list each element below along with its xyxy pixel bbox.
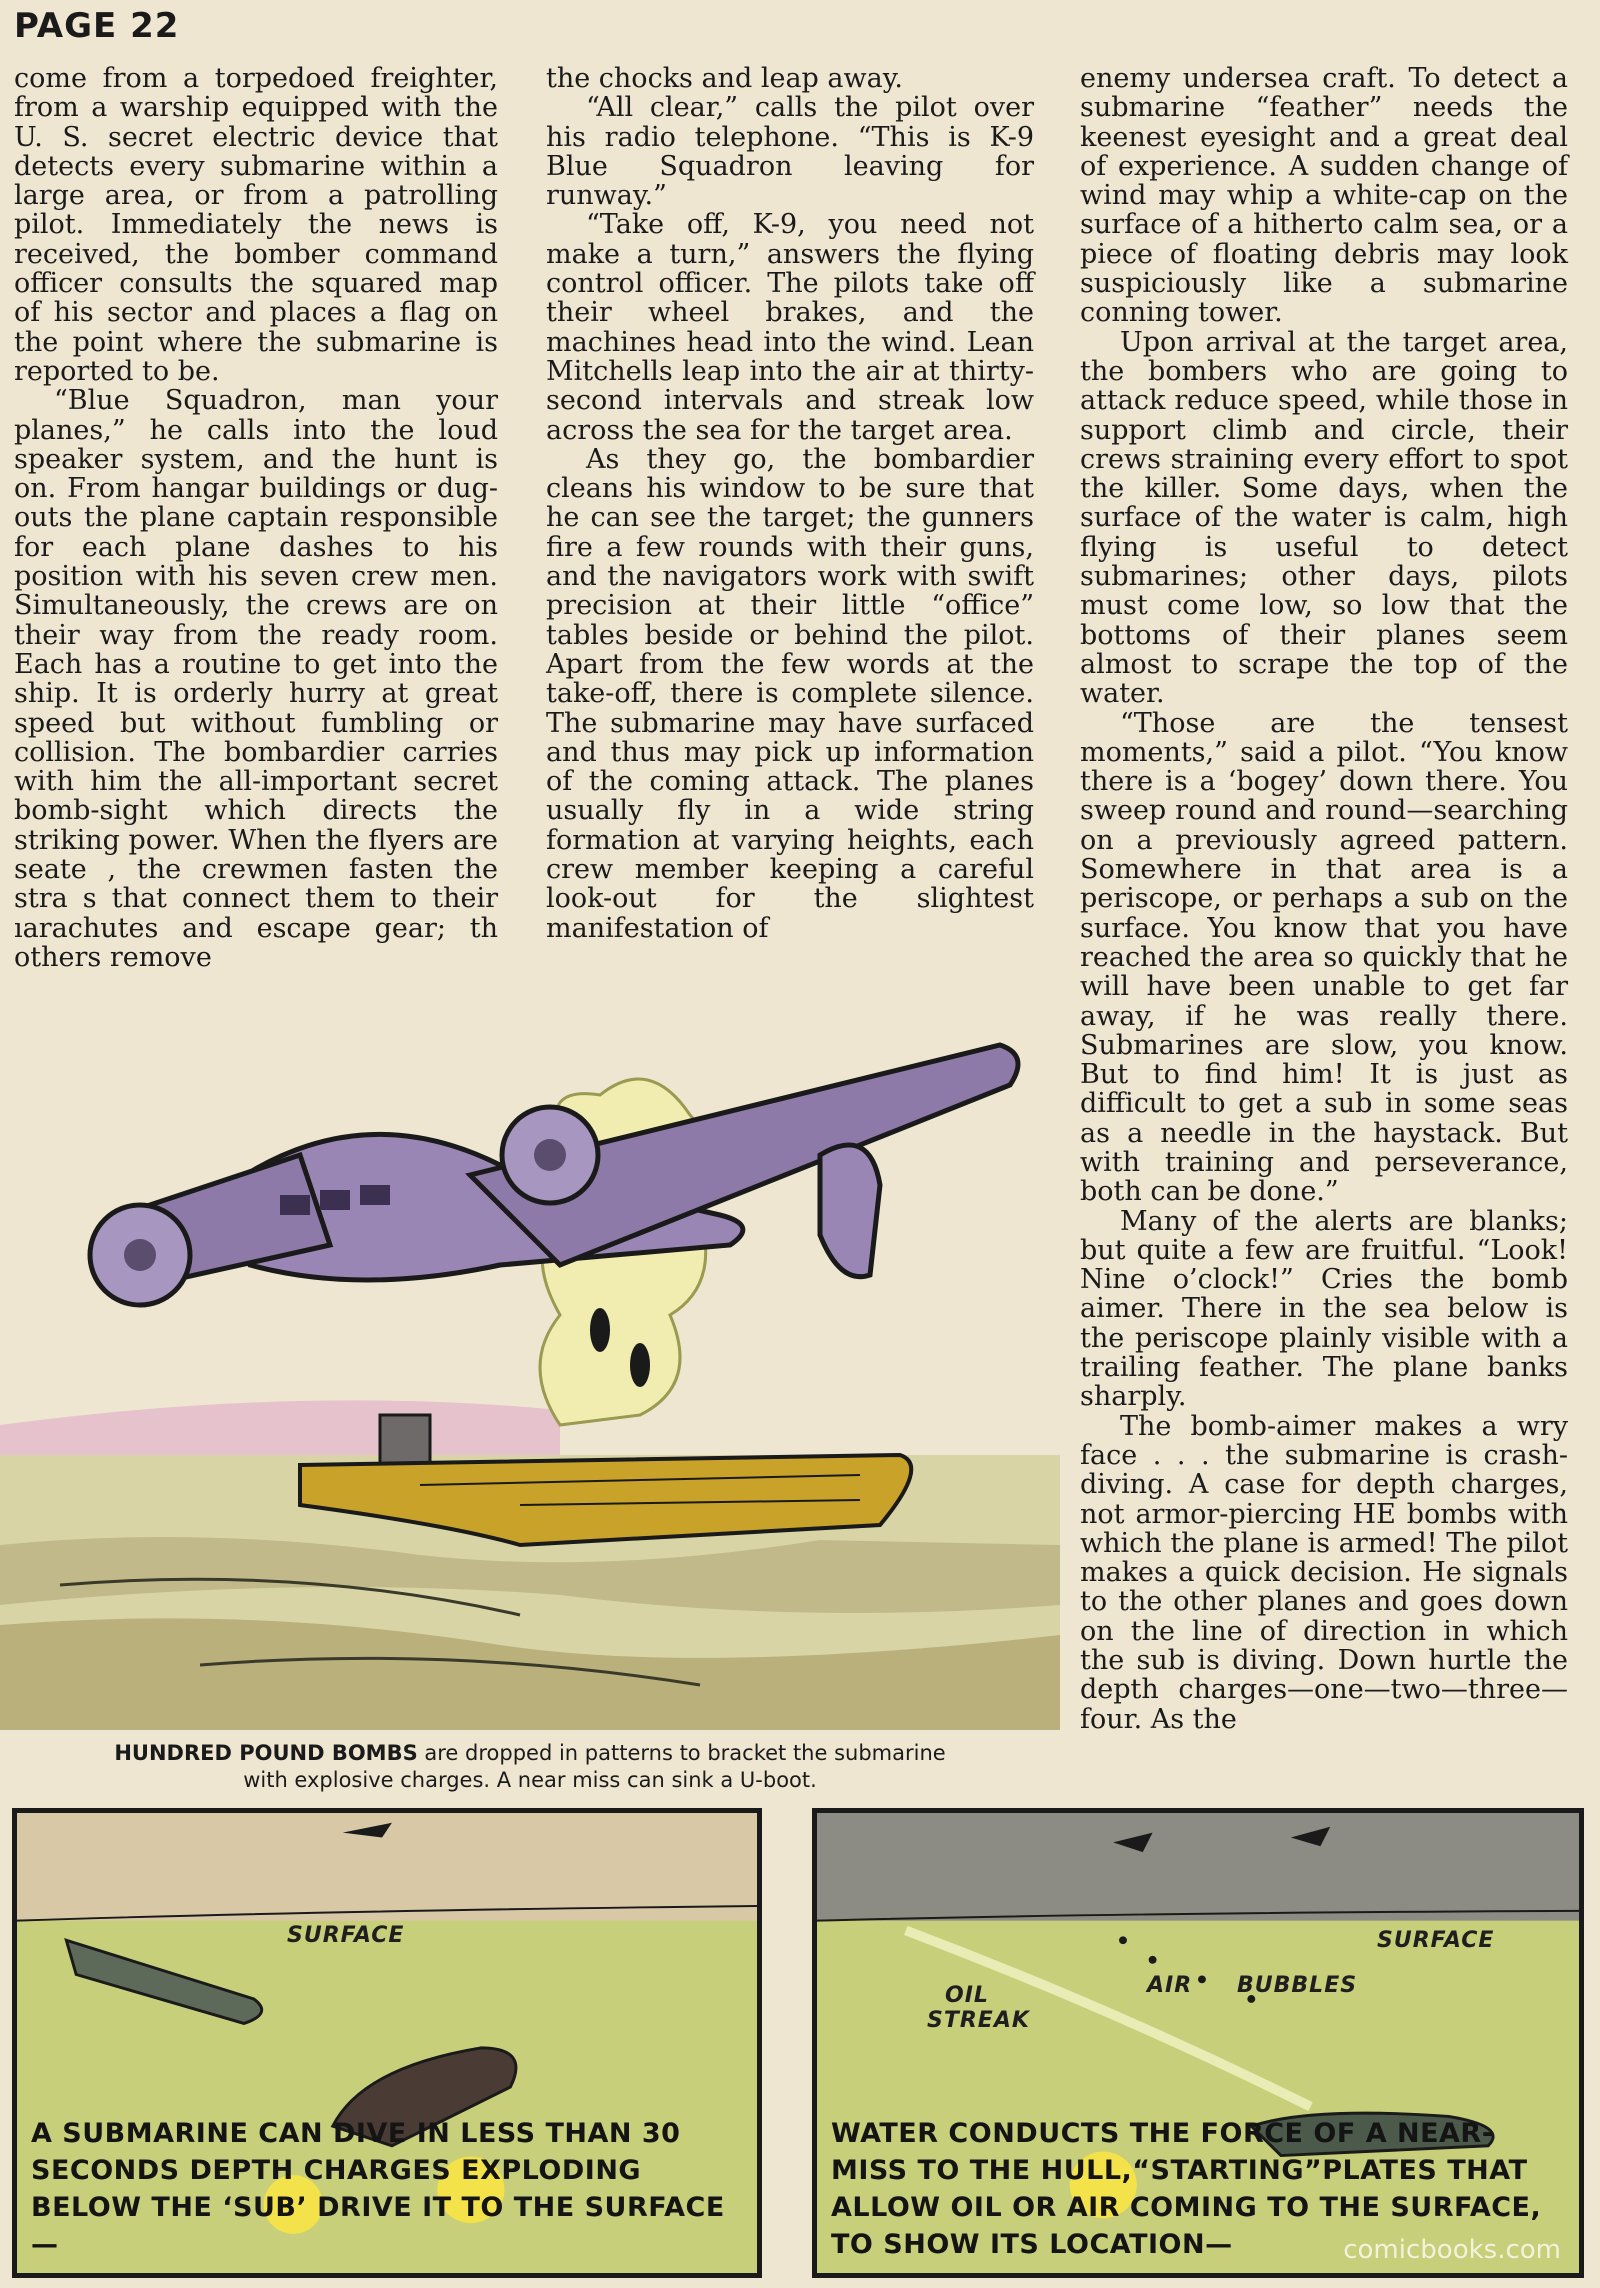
bomber-attack-drawing <box>0 985 1060 1730</box>
paragraph: The bomb-aimer makes a wry face . . . the submarine is crash-diving. A case for depth charges, not armor-piercing HE bombs with which the plane is armed! The pilot makes a quick decision. He signals to the other planes and goes down on the line of direction in which the sub is diving. Down hurtle the depth charges—one—two—three—four. As the <box>1080 1410 1568 1735</box>
text-column-3 <box>1080 64 1568 1764</box>
paragraph: As they go, the bombardier cleans his window to be sure that he can see the target; the gunners fire a few rounds with their guns, and the navigators work with swift precision at their little “office” tables beside or behind the pilot. Apart from the few words at the take-off, there is complete silence. The submarine may have surfaced and thus may pick up information of the coming attack. The planes usually fly in a wide string formation at varying heights, each crew member keeping a careful look-out for the slightest manifestation of <box>546 443 1034 944</box>
surface-label: SURFACE <box>1377 1928 1495 1953</box>
bubbles-label: BUBBLES <box>1237 1973 1358 1998</box>
illustration-caption <box>100 1740 960 1794</box>
surface-label: SURFACE <box>287 1923 405 1948</box>
paragraph: Many of the alerts are blanks; but quite a few are fruitful. “Look! Nine o’clock!” Cries the bomb aimer. There in the sea below is the periscope plainly visible with a trailing feather. The plane banks sharply. <box>1080 1205 1568 1413</box>
paragraph: come from a torpedoed freighter, from a warship equipped with the U. S. secret electric device that detects every submarine within a large area, or from a patrolling pilot. Immediately the news is received, the bomber command officer consults the squared map of his sector and places a flag on the point where the submarine is reported to be. <box>14 63 498 387</box>
paragraph: “All clear,” calls the pilot over his radio telephone. “This is K-9 Blue Squadron leaving for runway.” <box>546 92 1034 212</box>
paragraph: the chocks and leap away. <box>546 63 903 94</box>
panel-caption: A SUBMARINE CAN DIVE IN LESS THAN 30 SECONDS DEPTH CHARGES EXPLODING BELOW THE ‘SUB’ DRIVE IT TO THE SURFACE— <box>31 2118 725 2260</box>
text-column-2 <box>546 64 1034 984</box>
air-label: AIR <box>1147 1973 1193 1998</box>
paragraph: “Those are the tensest moments,” said a pilot. “You know there is a ‘bogey’ down there. You sweep round and round—searching on a previously agreed pattern. Somewhere in that area is a periscope, or perhaps a sub on the surface. You know that you have reached the area so quickly that he will have been unable to get far away, if he was really there. Submarines are slow, you know. But to find him! It is just as difficult to get a sub in some seas as a needle in the haystack. But with training and perseverance, both can be done.” <box>1080 707 1568 1208</box>
caption-text: are dropped in patterns to bracket the submarine with explosive charges. A near miss can sink a U-boot. <box>243 1741 946 1792</box>
panel-caption: WATER CONDUCTS THE FORCE OF A NEAR-MISS TO THE HULL,“STARTING”PLATES THAT ALLOW OIL OR AIR COMING TO THE SURFACE, TO SHOW ITS LOCATION— <box>831 2118 1542 2260</box>
oil-label: OIL <box>945 1983 989 2008</box>
streak-label: STREAK <box>927 2008 1030 2033</box>
near-miss-panel <box>812 1808 1584 2278</box>
text-column-1 <box>14 64 498 984</box>
page-number: PAGE 22 <box>14 6 180 46</box>
paragraph: “Take off, K-9, you need not make a turn,” answers the flying control officer. The pilots take off their wheel brakes, and the machines head into the wind. Lean Mitchells leap into the air at thirty-second intervals and streak low across the sea for the target area. <box>546 209 1034 446</box>
bomber-attack-illustration <box>0 985 1060 1730</box>
diving-submarine-panel <box>12 1808 762 2278</box>
paragraph: enemy undersea craft. To detect a submarine “feather” needs the keenest eyesight and a great deal of experience. A sudden change of wind may whip a white-cap on the surface of a hitherto calm sea, or a piece of floating debris may look suspiciously like a submarine conning tower. <box>1080 63 1568 329</box>
paragraph: “Blue Squadron, man your planes,” he calls into the loud speaker system, and the hunt is on. From hangar buildings or dug-outs the plane captain responsible for each plane dashes to his position with his seven crew men. Simultaneously, the crews are on their way from the ready room. Each has a routine to get into the ship. It is orderly hurry at great speed but without fumbling or collision. The bombardier carries with him the all-important secret bomb-sight which directs the striking power. When the flyers are seate , the crewmen fasten the stra s that connect them to their ıarachutes and escape gear; th others remove <box>14 385 498 973</box>
watermark: comicbooks.com <box>1343 2235 1561 2265</box>
caption-lead: HUNDRED POUND BOMBS <box>114 1741 418 1765</box>
paragraph: Upon arrival at the target area, the bombers who are going to attack reduce speed, while those in support climb and circle, their crews straining every effort to spot the killer. Some days, when the surface of the water is calm, high flying is useful to detect submarines; other days, pilots must come low, so low that the bottoms of their planes seem almost to scrape the top of the water. <box>1080 326 1568 710</box>
